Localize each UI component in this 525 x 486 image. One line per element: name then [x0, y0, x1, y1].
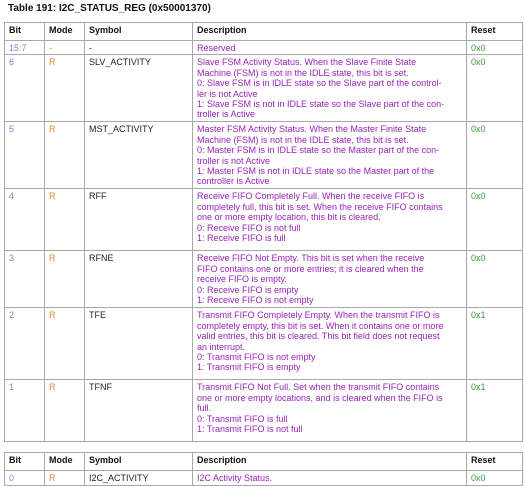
description-line: 0: Master FSM is in IDLE state so the Master part of the con-: [197, 145, 440, 156]
reset-cell: 0x0: [467, 41, 523, 55]
reset-cell: 0x0: [467, 189, 523, 251]
column-header-bit: Bit: [5, 23, 45, 41]
reset-cell: 0x0: [467, 471, 523, 485]
mode-cell: R: [45, 122, 85, 189]
description-line: receive FIFO is empty.: [197, 274, 287, 285]
description-line: FIFO contains one or more entries; it is cleared when the: [197, 263, 424, 274]
mode-cell: R: [45, 380, 85, 442]
symbol-cell: I2C_ACTIVITY: [85, 471, 193, 485]
description-line: valid entries, this bit is cleared. This bit field does not request: [197, 331, 440, 342]
description-line: 0: Receive FIFO is empty: [197, 284, 299, 295]
description-line: 0: Slave FSM is in IDLE state so the Slave part of the control-: [197, 78, 442, 89]
symbol-cell: MST_ACTIVITY: [85, 122, 193, 189]
column-header-bit: Bit: [5, 453, 45, 471]
description-line: completely full, this bit is set. When the receive FIFO contains: [197, 201, 443, 212]
description-line: I2C Activity Status.: [197, 473, 273, 484]
description-line: one or more empty location, this bit is cleared.: [197, 212, 381, 223]
symbol-cell: SLV_ACTIVITY: [85, 55, 193, 122]
register-table: [4, 22, 523, 486]
mode-cell: R: [45, 471, 85, 485]
description-cell: [193, 308, 467, 380]
table-row: [5, 41, 523, 55]
description-line: 0: Receive FIFO is not full: [197, 222, 301, 233]
description-line: Master FSM Activity Status. When the Master Finite State: [197, 124, 427, 135]
reset-cell: 0x1: [467, 308, 523, 380]
column-header-symbol: Symbol: [85, 23, 193, 41]
description-line: troller is Active: [197, 109, 256, 120]
description-line: controller is Active: [197, 176, 270, 187]
column-header-description: Description: [193, 23, 467, 41]
description-line: troller is not Active: [197, 155, 271, 166]
description-line: 1: Receive FIFO is full: [197, 233, 286, 244]
bit-cell: 4: [5, 189, 45, 251]
table-row: [5, 189, 523, 251]
description-line: full.: [197, 403, 212, 414]
description-line: Machine (FSM) is not in the IDLE state, this bit is set.: [197, 67, 409, 78]
description-line: Reserved: [197, 43, 236, 53]
reset-cell: 0x0: [467, 122, 523, 189]
column-header-symbol: Symbol: [85, 453, 193, 471]
description-line: Transmit FIFO Not Full. Set when the transmit FIFO contains: [197, 382, 440, 393]
reset-cell: 0x0: [467, 251, 523, 308]
description-cell: [193, 380, 467, 442]
description-line: completely empty, this bit is set. When it contains one or more: [197, 320, 444, 331]
reset-cell: 0x0: [467, 55, 523, 122]
description-cell: [193, 471, 467, 485]
table-row: [5, 471, 523, 485]
table-row: [5, 251, 523, 308]
mode-cell: R: [45, 55, 85, 122]
description-line: 1: Slave FSM is not in IDLE state so the Slave part of the con-: [197, 99, 445, 110]
bit-cell: 3: [5, 251, 45, 308]
description-line: Slave FSM Activity Status. When the Slave Finite State: [197, 57, 417, 68]
description-cell: [193, 251, 467, 308]
symbol-cell: RFNE: [85, 251, 193, 308]
bit-cell: 2: [5, 308, 45, 380]
description-line: 1: Receive FIFO is not empty: [197, 295, 314, 306]
mode-cell: -: [45, 41, 85, 55]
description-line: Receive FIFO Completely Full. When the receive FIFO is: [197, 191, 425, 202]
description-line: Machine (FSM) is not in the IDLE state, this bit is set.: [197, 134, 409, 145]
mode-cell: R: [45, 308, 85, 380]
bit-cell: 0: [5, 471, 45, 485]
reset-cell: 0x1: [467, 380, 523, 442]
symbol-cell: RFF: [85, 189, 193, 251]
table-row: [5, 308, 523, 380]
table-gap: [5, 442, 523, 453]
description-line: 0: Transmit FIFO is not empty: [197, 352, 316, 363]
description-line: Receive FIFO Not Empty. This bit is set when the receive: [197, 253, 425, 264]
description-line: one or more empty locations, and is cleared when the FIFO is: [197, 392, 443, 403]
column-header-mode: Mode: [45, 453, 85, 471]
description-cell: [193, 55, 467, 122]
symbol-cell: TFNF: [85, 380, 193, 442]
bit-cell: 15:7: [5, 41, 45, 55]
mode-cell: R: [45, 251, 85, 308]
description-line: 1: Master FSM is not in IDLE state so the Master part of the: [197, 166, 435, 177]
description-line: 0: Transmit FIFO is full: [197, 413, 288, 424]
table-row: [5, 122, 523, 189]
description-line: 1: Transmit FIFO is not full: [197, 424, 303, 435]
symbol-cell: -: [85, 41, 193, 55]
description-line: Transmit FIFO Completely Empty. When the transmit FIFO is: [197, 310, 440, 321]
column-header-reset: Reset: [467, 23, 523, 41]
header-row: [5, 23, 523, 41]
description-line: ler is not Active: [197, 88, 258, 99]
header-row: [5, 453, 523, 471]
table-row: [5, 380, 523, 442]
description-cell: [193, 122, 467, 189]
column-header-reset: Reset: [467, 453, 523, 471]
description-line: an interrupt.: [197, 341, 246, 352]
mode-cell: R: [45, 189, 85, 251]
bit-cell: 5: [5, 122, 45, 189]
description-cell: [193, 41, 467, 55]
bit-cell: 6: [5, 55, 45, 122]
symbol-cell: TFE: [85, 308, 193, 380]
table-row: [5, 55, 523, 122]
bit-cell: 1: [5, 380, 45, 442]
column-header-mode: Mode: [45, 23, 85, 41]
description-line: 1: Transmit FIFO is empty: [197, 362, 301, 373]
column-header-description: Description: [193, 453, 467, 471]
table-title: Table 191: I2C_STATUS_REG (0x50001370): [8, 3, 211, 14]
description-cell: [193, 189, 467, 251]
